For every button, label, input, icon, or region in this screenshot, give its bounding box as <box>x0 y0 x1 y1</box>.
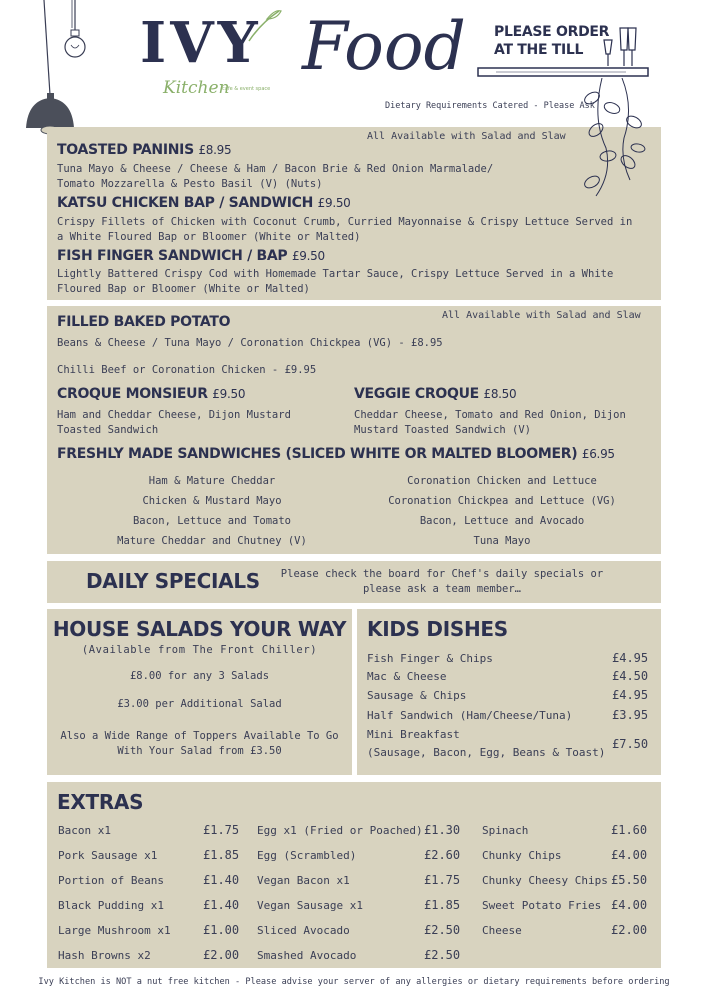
fish-finger-desc: Lightly Battered Crispy Cod with Homemade Tartar Sauce, Crispy Lettuce Served in a White Floured Bap or Bloomer (White or Malted) <box>57 268 614 295</box>
panel-potato-sandwiches <box>47 306 661 554</box>
kids-price: £4.95 <box>612 688 649 702</box>
veggie-croque-title: VEGGIE CROQUE £8.50 <box>354 386 517 402</box>
dietary-note: Dietary Requirements Catered - Please Ask <box>385 101 595 111</box>
panel-extras <box>47 782 661 968</box>
panel-house-salads <box>47 609 352 775</box>
list-item: Smashed Avocado <box>257 949 357 962</box>
daily-specials-title: DAILY SPECIALS <box>86 569 260 593</box>
list-item: Chunky Cheesy Chips <box>482 874 608 887</box>
extras-price: £1.00 <box>203 923 240 937</box>
leaf-icon <box>245 5 285 45</box>
list-item: Hash Browns x2 <box>58 949 151 962</box>
extras-price: £1.60 <box>611 823 648 837</box>
sandwiches-price: £6.95 <box>581 447 615 461</box>
kids-price: £4.50 <box>612 669 649 683</box>
potato-line1: Beans & Cheese / Tuna Mayo / Coronation Chickpea (VG) - £8.95 <box>57 337 443 349</box>
list-item: Pork Sausage x1 <box>58 849 158 862</box>
section1-note: All Available with Salad and Slaw <box>367 131 566 142</box>
footer-allergy-note: Ivy Kitchen is NOT a nut free kitchen - Please advise your server of any allergies or dietary requirements before ordering <box>38 977 670 987</box>
page-title: Food <box>302 8 466 85</box>
extras-price: £1.40 <box>203 898 240 912</box>
list-item: Sausage & Chips <box>367 689 467 702</box>
katsu-price: £9.50 <box>317 196 351 210</box>
list-item: Vegan Sausage x1 <box>257 899 363 912</box>
list-item: Bacon x1 <box>58 824 111 837</box>
logo-wordmark: IVY <box>140 10 262 76</box>
list-item: Tuna Mayo <box>473 535 531 547</box>
extras-price: £2.50 <box>424 948 461 962</box>
extras-price: £4.00 <box>611 898 648 912</box>
extras-price: £1.40 <box>203 873 240 887</box>
list-item: Portion of Beans <box>58 874 164 887</box>
order-note-line2: AT THE TILL <box>494 42 584 58</box>
extras-price: £4.00 <box>611 848 648 862</box>
list-item: Bacon, Lettuce and Avocado <box>419 515 585 527</box>
list-item: Coronation Chicken and Lettuce <box>407 475 597 487</box>
extras-title: EXTRAS <box>57 790 144 814</box>
list-item: Black Pudding x1 <box>58 899 164 912</box>
extras-price: £1.85 <box>424 898 461 912</box>
list-item: Coronation Chickpea and Lettuce (VG) <box>388 495 616 507</box>
section2-note: All Available with Salad and Slaw <box>442 310 641 321</box>
list-item: Mac & Cheese <box>367 670 447 683</box>
extras-price: £2.00 <box>203 948 240 962</box>
logo-tagline: cafe & event space <box>222 86 271 92</box>
list-item: Sliced Avocado <box>257 924 350 937</box>
extras-price: £5.50 <box>611 873 648 887</box>
panel-paninis <box>47 127 661 300</box>
potato-line2: Chilli Beef or Coronation Chicken - £9.95 <box>57 364 317 376</box>
list-item: Chunky Chips <box>482 849 562 862</box>
katsu-desc: Crispy Fillets of Chicken with Coconut Crumb, Curried Mayonnaise & Crispy Lettuce Served in a White Floured Bap or Bloomer (White or Malted) <box>57 216 633 243</box>
extras-price: £2.50 <box>424 923 461 937</box>
list-item: Mini Breakfast <box>367 728 460 741</box>
salads-additional-price: £3.00 per Additional Salad <box>117 698 282 710</box>
order-note-line1: PLEASE ORDER <box>494 24 610 40</box>
extras-price: £1.75 <box>203 823 240 837</box>
paninis-desc: Tuna Mayo & Cheese / Cheese & Ham / Bacon Brie & Red Onion Marmalade/ Tomato Mozzarella & Pesto Basil (V) (Nuts) <box>57 163 494 190</box>
house-salads-subtitle: (Available from The Front Chiller) <box>81 644 318 656</box>
sandwiches-title: FRESHLY MADE SANDWICHES (SLICED WHITE OR MALTED BLOOMER) £6.95 <box>57 446 615 462</box>
daily-specials-note: Please check the board for Chef's daily specials or please ask a team member… <box>280 568 604 595</box>
extras-price: £2.00 <box>611 923 648 937</box>
kids-price: £7.50 <box>612 737 649 751</box>
kids-dishes-title: KIDS DISHES <box>367 617 508 641</box>
katsu-title: KATSU CHICKEN BAP / SANDWICH £9.50 <box>57 195 351 211</box>
paninis-price: £8.95 <box>198 143 232 157</box>
house-salads-title: HOUSE SALADS YOUR WAY <box>52 617 347 641</box>
list-item-detail: (Sausage, Bacon, Egg, Beans & Toast) <box>367 746 606 759</box>
extras-price: £1.75 <box>424 873 461 887</box>
list-item: Bacon, Lettuce and Tomato <box>132 515 292 527</box>
potato-title: FILLED BAKED POTATO <box>57 314 231 330</box>
logo-subtitle: Kitchen <box>163 78 230 98</box>
veggie-croque-price: £8.50 <box>483 387 517 401</box>
list-item: Spinach <box>482 824 529 837</box>
list-item: Fish Finger & Chips <box>367 652 493 665</box>
fish-finger-price: £9.50 <box>291 249 325 263</box>
panel-daily-specials <box>47 561 661 603</box>
fish-finger-title: FISH FINGER SANDWICH / BAP £9.50 <box>57 248 325 264</box>
list-item: Cheese <box>482 924 522 937</box>
panel-kids-dishes <box>357 609 661 775</box>
list-item: Vegan Bacon x1 <box>257 874 350 887</box>
extras-price: £1.30 <box>424 823 461 837</box>
sandwiches-right-list <box>367 471 637 551</box>
extras-price: £2.60 <box>424 848 461 862</box>
salads-3-price: £8.00 for any 3 Salads <box>129 670 270 682</box>
salads-toppers-note: Also a Wide Range of Toppers Available To Go With Your Salad from £3.50 <box>60 730 339 757</box>
sandwiches-left-list <box>87 471 337 551</box>
list-item: Ham & Mature Cheddar <box>148 475 276 487</box>
veggie-croque-desc: Cheddar Cheese, Tomato and Red Onion, Dijon Mustard Toasted Sandwich (V) <box>354 409 626 436</box>
kids-price: £4.95 <box>612 651 649 665</box>
extras-price: £1.85 <box>203 848 240 862</box>
list-item: Egg x1 (Fried or Poached) <box>257 824 423 837</box>
kids-price: £3.95 <box>612 708 649 722</box>
list-item: Egg (Scrambled) <box>257 849 357 862</box>
hanging-lamp-icon <box>20 0 80 140</box>
hanging-plant-icon <box>572 78 662 203</box>
list-item: Chicken & Mustard Mayo <box>142 495 282 507</box>
list-item: Half Sandwich (Ham/Cheese/Tuna) <box>367 709 573 722</box>
croque-price: £9.50 <box>212 387 246 401</box>
paninis-title: TOASTED PANINIS £8.95 <box>57 142 232 158</box>
list-item: Sweet Potato Fries <box>482 899 602 912</box>
list-item: Mature Cheddar and Chutney (V) <box>117 535 307 547</box>
croque-desc: Ham and Cheddar Cheese, Dijon Mustard Toasted Sandwich <box>57 409 291 436</box>
croque-title: CROQUE MONSIEUR £9.50 <box>57 386 246 402</box>
list-item: Large Mushroom x1 <box>58 924 171 937</box>
